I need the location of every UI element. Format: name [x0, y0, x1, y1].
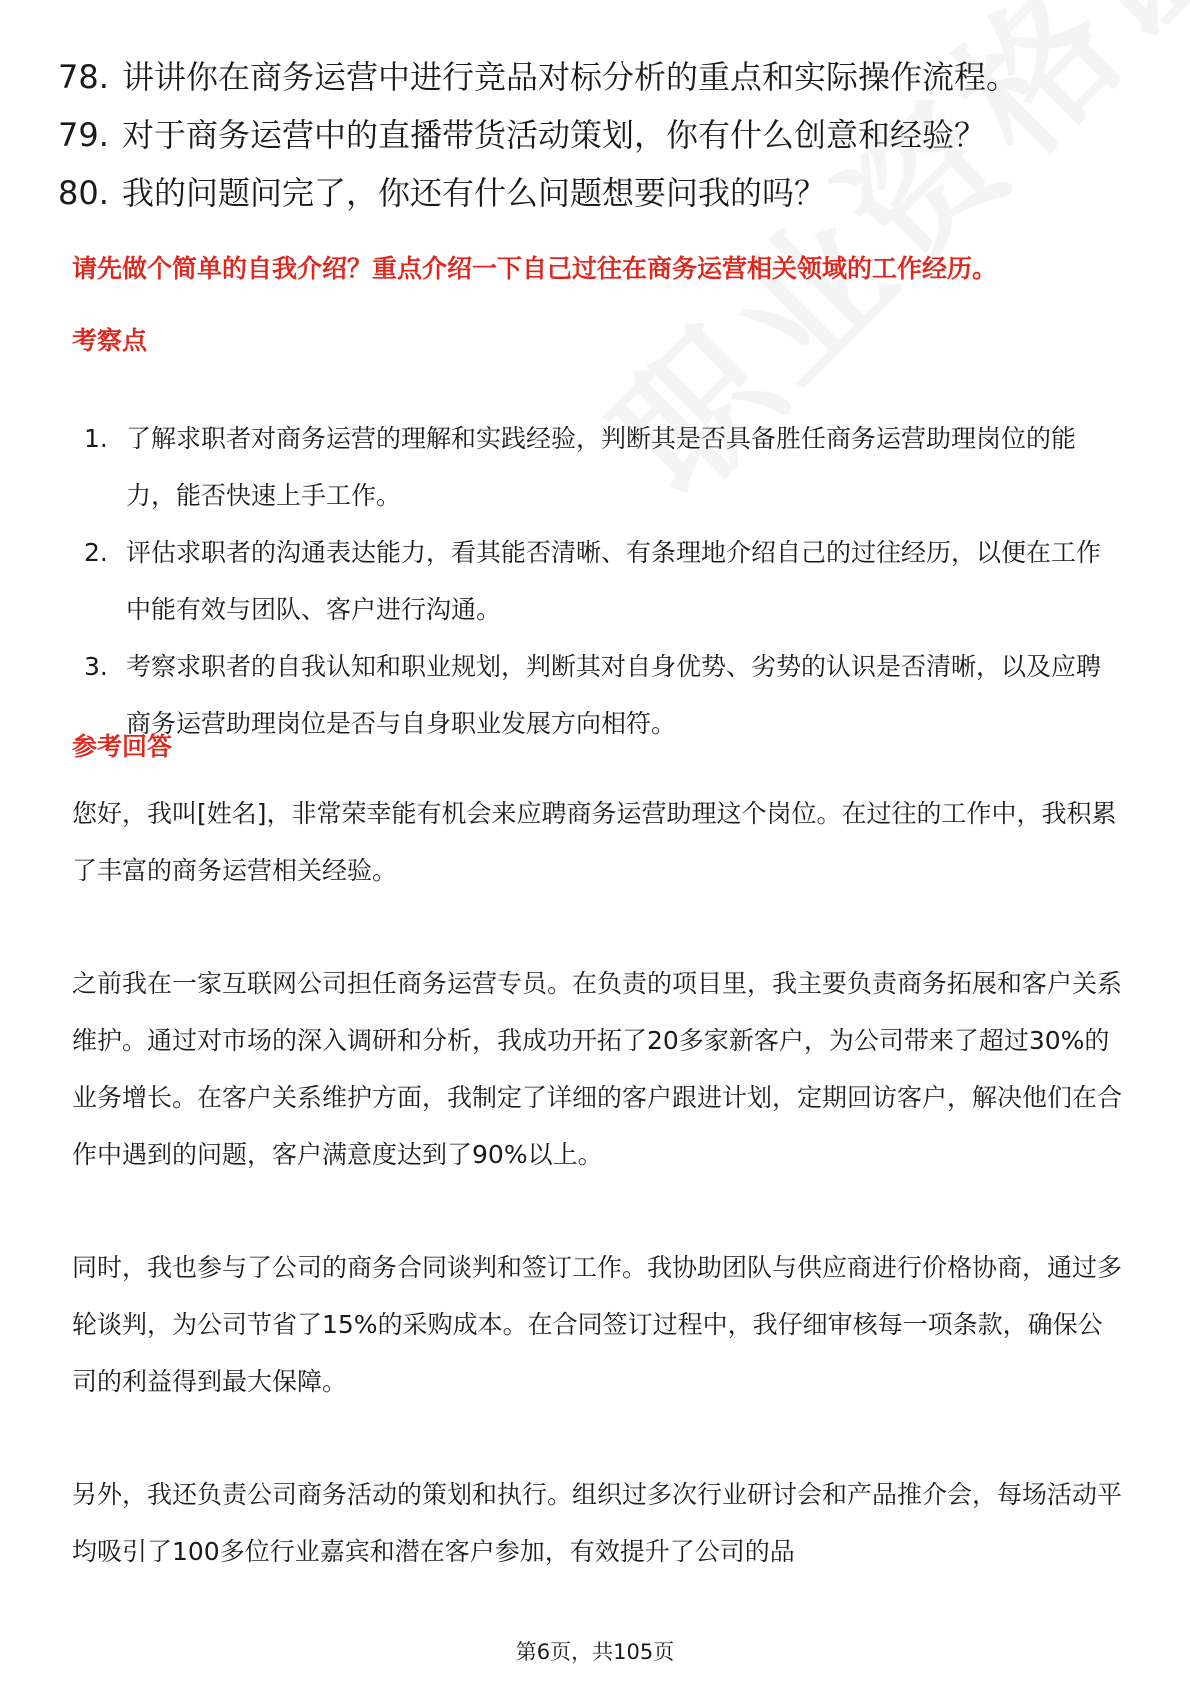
question-list — [58, 48, 1018, 222]
assessment-point — [84, 524, 1124, 638]
points-label: 考察点 — [72, 326, 148, 355]
question-text: 我的问题问完了，你还有什么问题想要问我的吗？ — [122, 174, 827, 212]
question-number: 78. — [58, 58, 109, 96]
answer-body — [72, 785, 1122, 1636]
question-item — [58, 48, 1018, 106]
section-title: 请先做个简单的自我介绍？重点介绍一下自己过往在商务运营相关领域的工作经历。 — [72, 254, 998, 283]
point-number: 3. — [84, 652, 108, 681]
point-text: 了解求职者对商务运营的理解和实践经验，判断其是否具备胜任商务运营助理岗位的能力，能否快速上手工作。 — [126, 424, 1077, 510]
question-text: 讲讲你在商务运营中进行竞品对标分析的重点和实际操作流程。 — [122, 58, 1019, 96]
answer-paragraph: 您好，我叫[姓名]，非常荣幸能有机会来应聘商务运营助理这个岗位。在过往的工作中，我积累了丰富的商务运营相关经验。 — [72, 799, 1117, 885]
point-text: 考察求职者的自我认知和职业规划，判断其对自身优势、劣势的认识是否清晰，以及应聘商务运营助理岗位是否与自身职业发展方向相符。 — [126, 652, 1102, 738]
assessment-points — [84, 410, 1124, 752]
answer-paragraph: 之前我在一家互联网公司担任商务运营专员。在负责的项目里，我主要负责商务拓展和客户关系维护。通过对市场的深入调研和分析，我成功开拓了20多家新客户，为公司带来了超过30%的业务增长。在客户关系维护方面，我制定了详细的客户跟进计划，定期回访客户，解决他们在合作中遇到的问题，客户满意度达到了90%以上。 — [72, 969, 1123, 1169]
question-text: 对于商务运营中的直播带货活动策划，你有什么创意和经验？ — [122, 116, 987, 154]
assessment-point — [84, 638, 1124, 752]
question-item — [58, 106, 1018, 164]
question-number: 79. — [58, 116, 109, 154]
point-text: 评估求职者的沟通表达能力，看其能否清晰、有条理地介绍自己的过往经历，以便在工作中能有效与团队、客户进行沟通。 — [126, 538, 1102, 624]
page-footer: 第6页，共105页 — [515, 1640, 675, 1664]
assessment-point — [84, 410, 1124, 524]
answer-paragraph: 另外，我还负责公司商务活动的策划和执行。组织过多次行业研讨会和产品推介会，每场活动平均吸引了100多位行业嘉宾和潜在客户参加，有效提升了公司的品 — [72, 1480, 1123, 1566]
question-number: 80. — [58, 174, 109, 212]
answer-paragraph: 同时，我也参与了公司的商务合同谈判和签订工作。我协助团队与供应商进行价格协商，通过多轮谈判，为公司节省了15%的采购成本。在合同签订过程中，我仔细审核每一项条款，确保公司的利益得到最大保障。 — [72, 1253, 1123, 1396]
point-number: 1. — [84, 424, 108, 453]
point-number: 2. — [84, 538, 108, 567]
answer-label: 参考回答 — [72, 732, 173, 761]
question-item — [58, 164, 1018, 222]
